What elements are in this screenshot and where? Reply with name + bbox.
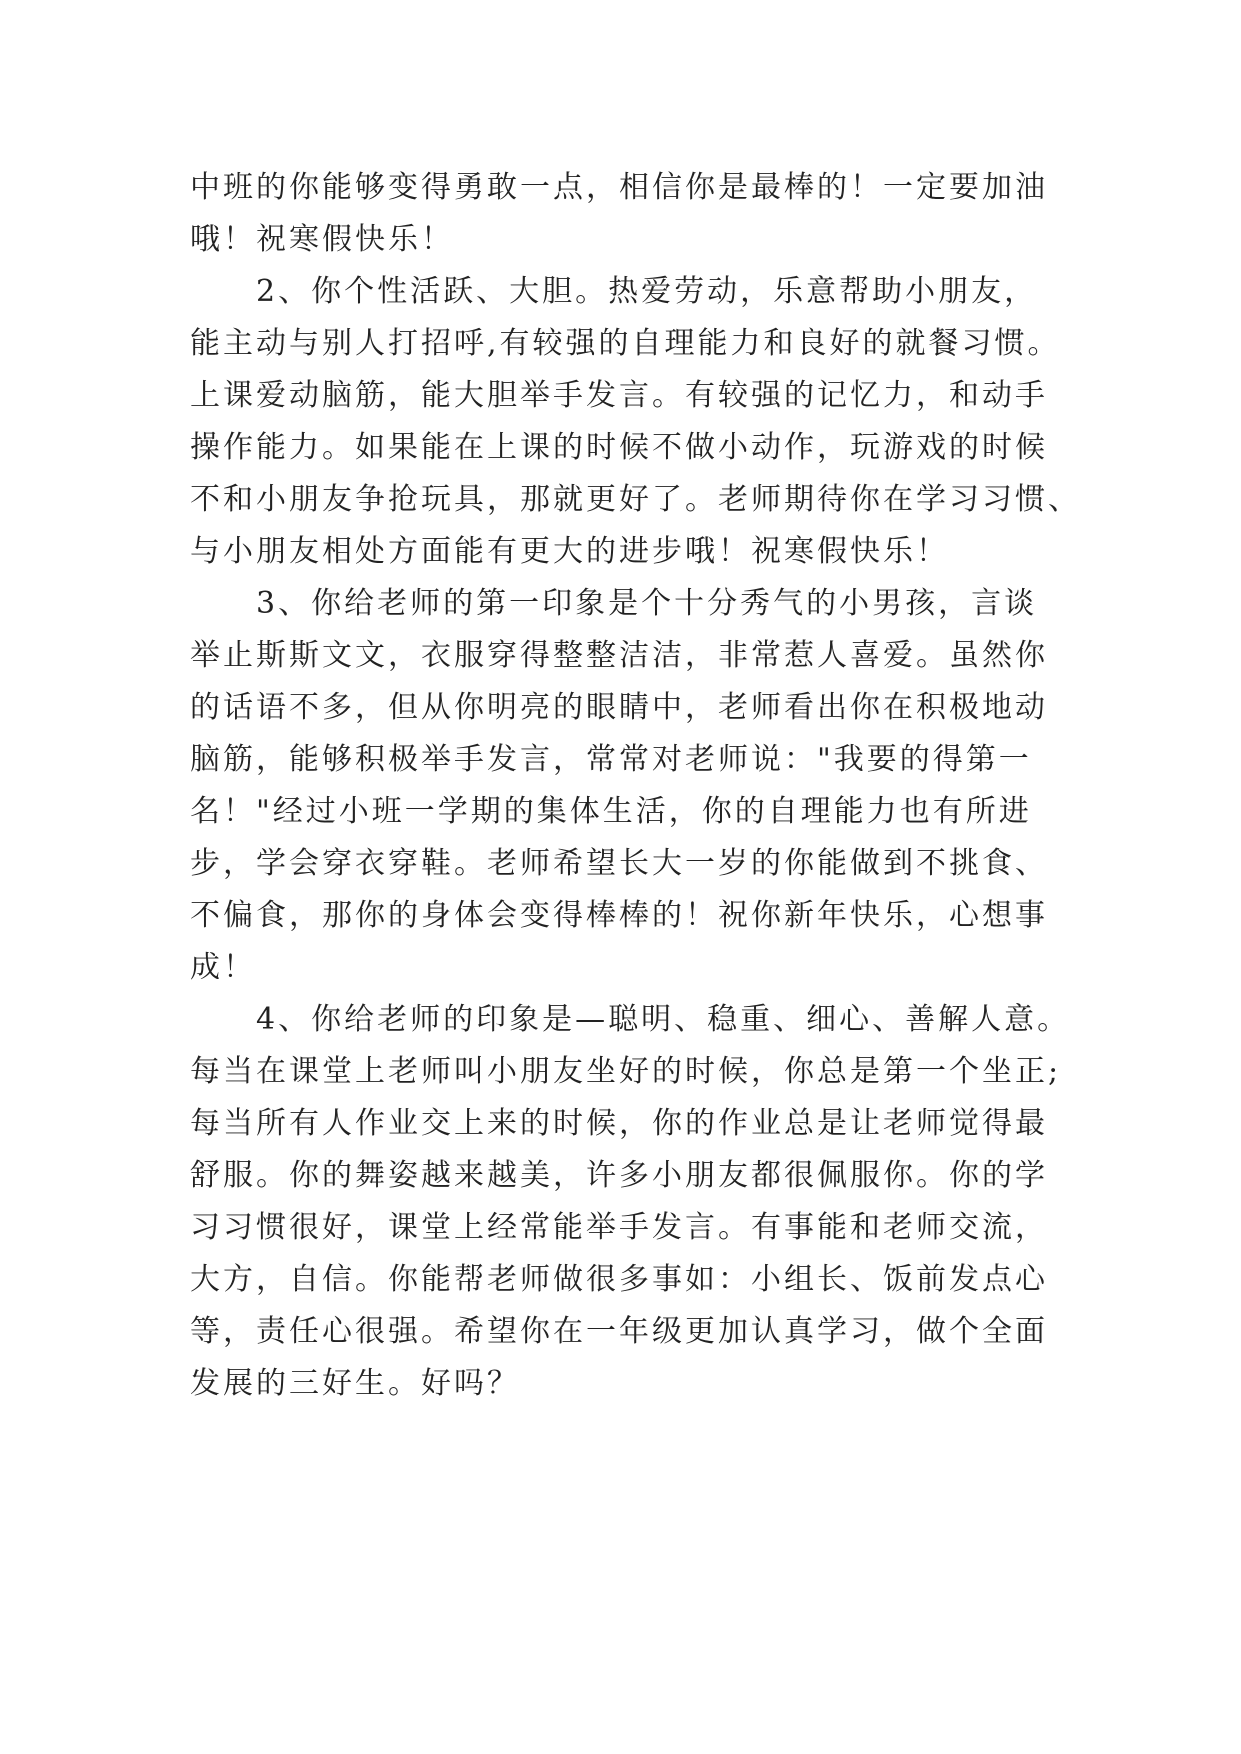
text-line: 脑筋，能够积极举手发言，常常对老师说："我要的得第一 xyxy=(190,742,1032,777)
paragraph-3 xyxy=(190,578,1070,994)
text-line: 等，责任心很强。希望你在一年级更加认真学习，做个全面 xyxy=(190,1314,1048,1349)
text-line: 名！"经过小班一学期的集体生活，你的自理能力也有所进 xyxy=(190,794,1032,829)
text-line: 不偏食，那你的身体会变得棒棒的！祝你新年快乐，心想事 xyxy=(190,898,1048,933)
text-line: 哦！祝寒假快乐！ xyxy=(190,222,454,257)
text-line: 习习惯很好，课堂上经常能举手发言。有事能和老师交流， xyxy=(190,1210,1048,1245)
text-line: 大方，自信。你能帮老师做很多事如：小组长、饭前发点心 xyxy=(190,1262,1048,1297)
paragraph-4 xyxy=(190,994,1070,1410)
text-line: 成！ xyxy=(190,950,256,985)
text-line: 步，学会穿衣穿鞋。老师希望长大一岁的你能做到不挑食、 xyxy=(190,846,1048,881)
text-line: 4、你给老师的印象是—聪明、稳重、细心、善解人意。 xyxy=(256,1002,1071,1037)
text-line: 每当在课堂上老师叫小朋友坐好的时候，你总是第一个坐正; xyxy=(190,1054,1062,1089)
text-line: 每当所有人作业交上来的时候，你的作业总是让老师觉得最 xyxy=(190,1106,1048,1141)
text-line: 3、你给老师的第一印象是个十分秀气的小男孩，言谈 xyxy=(256,586,1038,621)
text-line: 上课爱动脑筋，能大胆举手发言。有较强的记忆力，和动手 xyxy=(190,378,1048,413)
text-line: 中班的你能够变得勇敢一点，相信你是最棒的！一定要加油 xyxy=(190,170,1048,205)
text-line: 操作能力。如果能在上课的时候不做小动作，玩游戏的时候 xyxy=(190,430,1048,465)
paragraph-1-continuation xyxy=(190,162,1070,266)
text-line: 舒服。你的舞姿越来越美，许多小朋友都很佩服你。你的学 xyxy=(190,1158,1048,1193)
text-line: 不和小朋友争抢玩具，那就更好了。老师期待你在学习习惯、 xyxy=(190,482,1081,517)
text-line: 能主动与别人打招呼,有较强的自理能力和良好的就餐习惯。 xyxy=(190,326,1061,361)
text-line: 发展的三好生。好吗？ xyxy=(190,1366,520,1401)
text-line: 举止斯斯文文，衣服穿得整整洁洁，非常惹人喜爱。虽然你 xyxy=(190,638,1048,673)
text-line: 与小朋友相处方面能有更大的进步哦！祝寒假快乐！ xyxy=(190,534,949,569)
paragraph-2 xyxy=(190,266,1081,578)
text-line: 2、你个性活跃、大胆。热爱劳动，乐意帮助小朋友， xyxy=(256,274,1038,309)
document-body xyxy=(190,162,1081,1410)
text-line: 的话语不多，但从你明亮的眼睛中，老师看出你在积极地动 xyxy=(190,690,1048,725)
